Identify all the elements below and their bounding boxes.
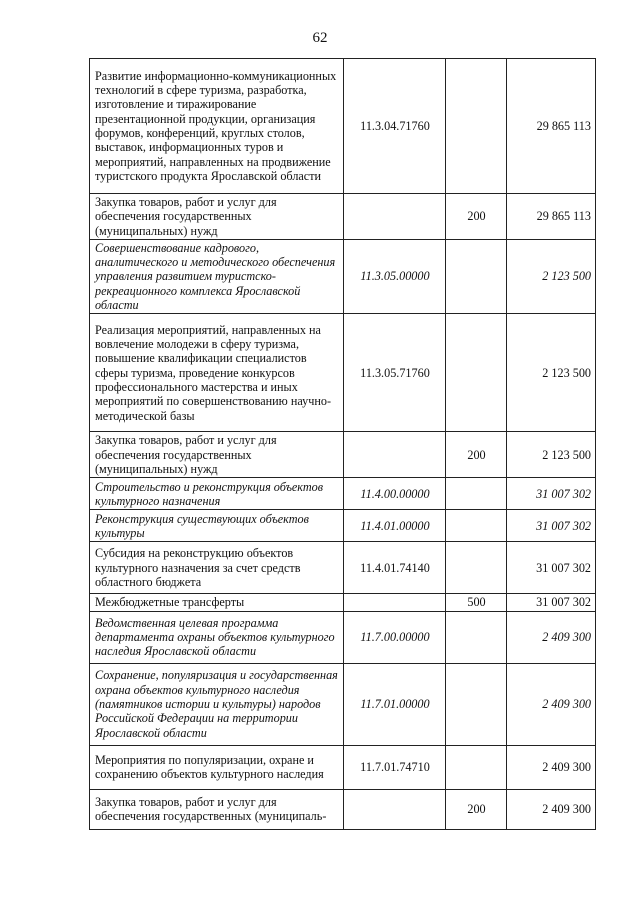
- row-amount-cell: 2 123 500: [507, 314, 596, 432]
- row-name-cell: Совершенствование кадрового, аналитического и методического обеспечения управления развитием туристско-рекреационного комплекса Ярославской области: [90, 239, 344, 313]
- row-name-cell: Субсидия на реконструкцию объектов культурного назначения за счет средств областного бюджета: [90, 542, 344, 594]
- row-expense-type-cell: [446, 314, 507, 432]
- budget-table: [89, 58, 596, 830]
- row-expense-type-cell: 200: [446, 789, 507, 829]
- row-amount-cell: 31 007 302: [507, 542, 596, 594]
- row-expense-type-cell: 500: [446, 594, 507, 611]
- row-expense-type-cell: [446, 239, 507, 313]
- row-expense-type-cell: [446, 663, 507, 745]
- row-code-cell: 11.4.01.74140: [344, 542, 446, 594]
- row-expense-type-cell: [446, 59, 507, 194]
- row-amount-cell: 2 409 300: [507, 745, 596, 789]
- row-amount-cell: 2 123 500: [507, 432, 596, 478]
- row-expense-type-cell: [446, 611, 507, 663]
- row-amount-cell: 29 865 113: [507, 59, 596, 194]
- row-code-cell: 11.7.01.00000: [344, 663, 446, 745]
- row-expense-type-cell: [446, 542, 507, 594]
- row-code-cell: [344, 432, 446, 478]
- row-code-cell: 11.4.01.00000: [344, 510, 446, 542]
- row-code-cell: 11.3.05.00000: [344, 239, 446, 313]
- row-name-cell: Сохранение, популяризация и государственная охрана объектов культурного наследия (памятников истории и культуры) народов Российской Федерации на территории Ярославской области: [90, 663, 344, 745]
- row-code-cell: 11.3.04.71760: [344, 59, 446, 194]
- row-name-cell: Закупка товаров, работ и услуг для обеспечения государственных (муниципальных) нужд: [90, 194, 344, 240]
- table-row: [90, 59, 596, 194]
- row-name-cell: Закупка товаров, работ и услуг для обеспечения государственных (муниципаль-: [90, 789, 344, 829]
- row-code-cell: 11.7.01.74710: [344, 745, 446, 789]
- row-code-cell: [344, 789, 446, 829]
- row-expense-type-cell: [446, 510, 507, 542]
- row-name-cell: Межбюджетные трансферты: [90, 594, 344, 611]
- table-row: [90, 611, 596, 663]
- row-code-cell: 11.3.05.71760: [344, 314, 446, 432]
- table-row: [90, 194, 596, 240]
- row-name-cell: Закупка товаров, работ и услуг для обеспечения государственных (муниципальных) нужд: [90, 432, 344, 478]
- row-amount-cell: 2 409 300: [507, 611, 596, 663]
- row-expense-type-cell: [446, 478, 507, 510]
- row-code-cell: [344, 594, 446, 611]
- row-expense-type-cell: [446, 745, 507, 789]
- row-code-cell: 11.7.00.00000: [344, 611, 446, 663]
- table-row: [90, 478, 596, 510]
- budget-table-body: [90, 59, 596, 830]
- table-row: [90, 594, 596, 611]
- row-amount-cell: 2 409 300: [507, 789, 596, 829]
- table-row: [90, 542, 596, 594]
- row-name-cell: Мероприятия по популяризации, охране и сохранению объектов культурного наследия: [90, 745, 344, 789]
- table-row: [90, 745, 596, 789]
- table-row: [90, 239, 596, 313]
- row-amount-cell: 31 007 302: [507, 510, 596, 542]
- row-code-cell: 11.4.00.00000: [344, 478, 446, 510]
- table-row: [90, 789, 596, 829]
- row-amount-cell: 29 865 113: [507, 194, 596, 240]
- row-name-cell: Развитие информационно-коммуникационных технологий в сфере туризма, разработка, изготовление и тиражирование презентационной продукции, организация форумов, конференций, круглых столов, выставок, информационных туров и мероприятий, направленных на продвижение туристского продукта Ярославской области: [90, 59, 344, 194]
- row-name-cell: Реализация мероприятий, направленных на вовлечение молодежи в сферу туризма, повышение квалификации специалистов сферы туризма, проведение конкурсов профессионального мастерства и иных мероприятий по совершенствованию научно-методической базы: [90, 314, 344, 432]
- row-expense-type-cell: 200: [446, 194, 507, 240]
- row-amount-cell: 2 409 300: [507, 663, 596, 745]
- row-amount-cell: 31 007 302: [507, 594, 596, 611]
- row-amount-cell: 2 123 500: [507, 239, 596, 313]
- table-row: [90, 432, 596, 478]
- page-number: 62: [312, 30, 328, 46]
- row-code-cell: [344, 194, 446, 240]
- table-row: [90, 510, 596, 542]
- table-row: [90, 314, 596, 432]
- row-name-cell: Реконструкция существующих объектов культуры: [90, 510, 344, 542]
- row-name-cell: Ведомственная целевая программа департамента охраны объектов культурного наследия Ярославской области: [90, 611, 344, 663]
- table-row: [90, 663, 596, 745]
- row-amount-cell: 31 007 302: [507, 478, 596, 510]
- row-expense-type-cell: 200: [446, 432, 507, 478]
- row-name-cell: Строительство и реконструкция объектов культурного назначения: [90, 478, 344, 510]
